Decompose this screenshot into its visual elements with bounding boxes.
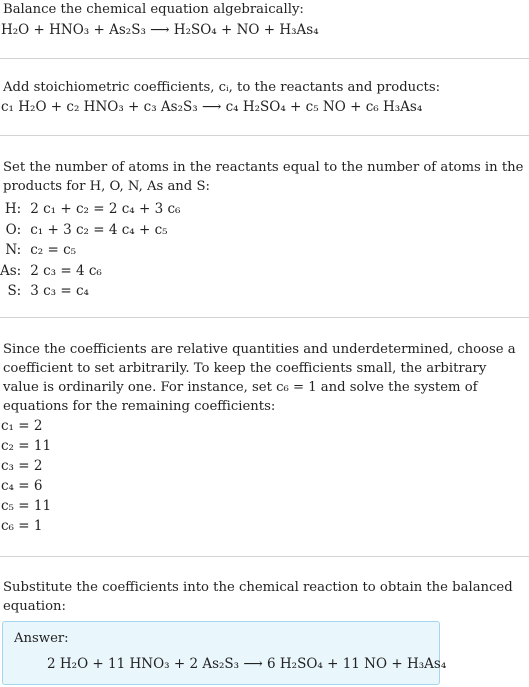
atom-equation: 2 c₁ + c₂ = 2 c₄ + 3 c₆: [30, 201, 181, 218]
divider: [0, 135, 529, 136]
atom-equation-row: [0, 281, 180, 302]
substitute-text: Substitute the coefficients into the chemical reaction to obtain the balanced equation:: [3, 580, 513, 614]
balanced-equation: 2 H₂O + 11 HNO₃ + 2 As₂S₃ ⟶ 6 H₂SO₄ + 11 NO + H₃As₄: [47, 656, 447, 672]
unbalanced-equation: H₂O + HNO₃ + As₂S₃ ⟶ H₂SO₄ + NO + H₃As₄: [1, 22, 319, 38]
intro-text: Balance the chemical equation algebraically:: [3, 2, 304, 17]
divider: [0, 317, 529, 318]
coefficient-value: c₁ = 2: [1, 418, 43, 434]
atom-equation-row: [0, 220, 180, 241]
element-label: S:: [7, 283, 22, 300]
atom-equation-row: [0, 261, 180, 282]
coefficients-text: Add stoichiometric coefficients, cᵢ, to the reactants and products:: [3, 80, 441, 95]
atom-equation: 3 c₃ = c₄: [30, 283, 89, 300]
solve-text: Since the coefficients are relative quantities and underdetermined, choose a coefficient to set arbitrarily. To keep the coefficients small, the arbitrary value is ordinarily one. For instance, set c₆ = 1 and solve the system of equations for the remaining coefficients:: [3, 342, 516, 414]
element-label: O:: [5, 221, 22, 238]
atom-equation: c₁ + 3 c₂ = 4 c₄ + c₅: [30, 221, 168, 238]
coefficient-equation: c₁ H₂O + c₂ HNO₃ + c₃ As₂S₃ ⟶ c₄ H₂SO₄ + c₅ NO + c₆ H₃As₄: [1, 99, 423, 115]
atom-equation-row: [0, 240, 180, 261]
atom-equation: c₂ = c₅: [30, 242, 77, 259]
atom-equation-row: [0, 199, 180, 220]
coefficient-value: c₆ = 1: [1, 518, 43, 534]
coefficient-value: c₅ = 11: [1, 498, 52, 514]
element-label: H:: [4, 201, 22, 218]
divider: [0, 556, 529, 557]
answer-label: Answer:: [14, 631, 69, 646]
atom-equation: 2 c₃ = 4 c₆: [30, 262, 102, 279]
answer-box: [2, 621, 447, 685]
coefficient-value: c₂ = 11: [1, 438, 52, 454]
coefficient-value: c₃ = 2: [1, 458, 43, 474]
element-label: As:: [0, 262, 22, 279]
atom-balance-text: Set the number of atoms in the reactants equal to the number of atoms in the products for H, O, N, As and S:: [3, 160, 524, 194]
divider: [0, 58, 529, 59]
element-label: N:: [5, 242, 22, 259]
coefficient-value: c₄ = 6: [1, 478, 43, 494]
atom-equation-table: [0, 199, 180, 302]
